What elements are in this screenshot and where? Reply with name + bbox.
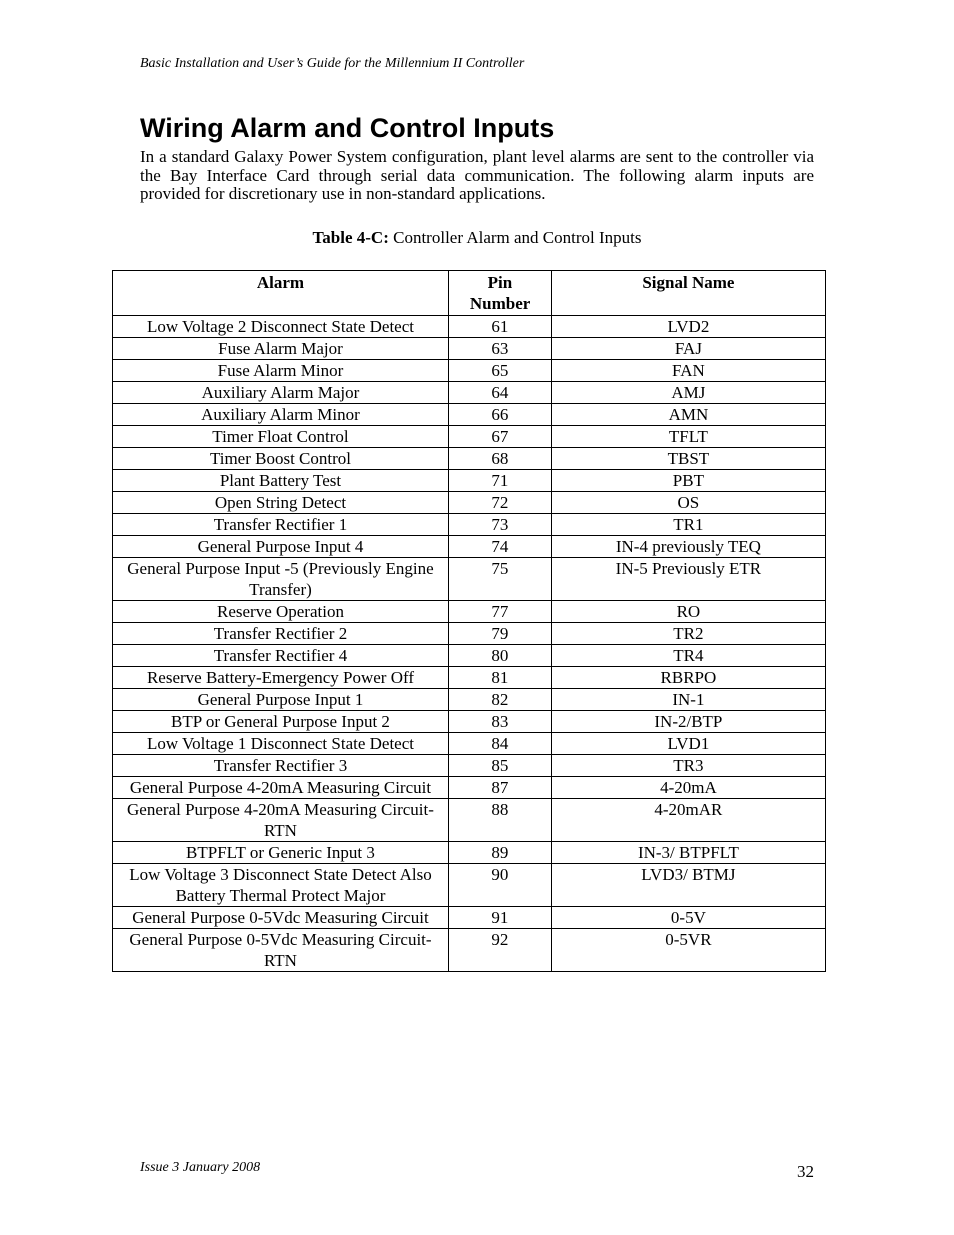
cell-alarm: Low Voltage 2 Disconnect State Detect <box>113 316 449 338</box>
cell-signal-name: TR3 <box>551 755 825 777</box>
table-row <box>113 623 826 645</box>
cell-signal-name: 0-5VR <box>551 929 825 972</box>
table-row <box>113 733 826 755</box>
cell-alarm: BTP or General Purpose Input 2 <box>113 711 449 733</box>
cell-pin-number: 61 <box>448 316 551 338</box>
cell-pin-number: 82 <box>448 689 551 711</box>
column-header-alarm: Alarm <box>113 271 449 316</box>
cell-pin-number: 66 <box>448 404 551 426</box>
cell-alarm: Transfer Rectifier 3 <box>113 755 449 777</box>
alarm-inputs-table <box>112 270 826 972</box>
table-caption-label: Table 4-C: <box>312 228 389 247</box>
cell-pin-number: 77 <box>448 601 551 623</box>
cell-pin-number: 67 <box>448 426 551 448</box>
pin-number-header-text: Pin Number <box>469 273 531 313</box>
cell-alarm: General Purpose Input -5 (Previously Engine Transfer) <box>113 558 449 601</box>
cell-alarm: Plant Battery Test <box>113 470 449 492</box>
cell-alarm: Reserve Battery-Emergency Power Off <box>113 667 449 689</box>
table-row <box>113 492 826 514</box>
cell-pin-number: 90 <box>448 864 551 907</box>
cell-pin-number: 64 <box>448 382 551 404</box>
cell-alarm: Fuse Alarm Major <box>113 338 449 360</box>
cell-alarm: Open String Detect <box>113 492 449 514</box>
cell-pin-number: 91 <box>448 907 551 929</box>
table-row <box>113 929 826 972</box>
cell-alarm: Transfer Rectifier 4 <box>113 645 449 667</box>
cell-signal-name: IN-2/BTP <box>551 711 825 733</box>
cell-alarm: BTPFLT or Generic Input 3 <box>113 842 449 864</box>
table-row <box>113 426 826 448</box>
cell-signal-name: PBT <box>551 470 825 492</box>
table-row <box>113 514 826 536</box>
cell-signal-name: 0-5V <box>551 907 825 929</box>
cell-signal-name: IN-5 Previously ETR <box>551 558 825 601</box>
cell-signal-name: LVD3/ BTMJ <box>551 864 825 907</box>
cell-signal-name: RO <box>551 601 825 623</box>
cell-pin-number: 89 <box>448 842 551 864</box>
table-row <box>113 842 826 864</box>
cell-pin-number: 79 <box>448 623 551 645</box>
cell-signal-name: AMJ <box>551 382 825 404</box>
cell-alarm: Fuse Alarm Minor <box>113 360 449 382</box>
cell-pin-number: 87 <box>448 777 551 799</box>
cell-signal-name: LVD2 <box>551 316 825 338</box>
cell-signal-name: FAJ <box>551 338 825 360</box>
cell-signal-name: LVD1 <box>551 733 825 755</box>
cell-pin-number: 81 <box>448 667 551 689</box>
cell-signal-name: IN-1 <box>551 689 825 711</box>
cell-alarm: Reserve Operation <box>113 601 449 623</box>
page-number: 32 <box>797 1162 814 1181</box>
cell-signal-name: TR4 <box>551 645 825 667</box>
table-caption <box>0 228 954 248</box>
cell-pin-number: 63 <box>448 338 551 360</box>
cell-pin-number: 80 <box>448 645 551 667</box>
table-row <box>113 667 826 689</box>
cell-signal-name: AMN <box>551 404 825 426</box>
cell-alarm: General Purpose Input 4 <box>113 536 449 558</box>
cell-signal-name: TFLT <box>551 426 825 448</box>
cell-alarm: General Purpose 4-20mA Measuring Circuit-RTN <box>113 799 449 842</box>
cell-pin-number: 83 <box>448 711 551 733</box>
table-row <box>113 558 826 601</box>
table-header-row <box>113 271 826 316</box>
cell-signal-name: RBRPO <box>551 667 825 689</box>
cell-signal-name: 4-20mA <box>551 777 825 799</box>
cell-signal-name: OS <box>551 492 825 514</box>
table-row <box>113 711 826 733</box>
table-row <box>113 799 826 842</box>
cell-alarm: Timer Boost Control <box>113 448 449 470</box>
table-row <box>113 470 826 492</box>
cell-signal-name: IN-3/ BTPFLT <box>551 842 825 864</box>
cell-pin-number: 72 <box>448 492 551 514</box>
cell-signal-name: FAN <box>551 360 825 382</box>
table-row <box>113 338 826 360</box>
cell-pin-number: 75 <box>448 558 551 601</box>
cell-alarm: Transfer Rectifier 1 <box>113 514 449 536</box>
table-row <box>113 448 826 470</box>
cell-pin-number: 88 <box>448 799 551 842</box>
table-row <box>113 907 826 929</box>
cell-alarm: Auxiliary Alarm Major <box>113 382 449 404</box>
table-body <box>113 316 826 972</box>
table-row <box>113 382 826 404</box>
running-header: Basic Installation and User’s Guide for the Millennium II Controller <box>140 56 525 71</box>
cell-pin-number: 84 <box>448 733 551 755</box>
intro-paragraph: In a standard Galaxy Power System configuration, plant level alarms are sent to the controller via the Bay Interface Card through serial data communication. The following alarm inputs are provided for discretionary use in non-standard applications. <box>140 147 814 204</box>
column-header-pin-number <box>448 271 551 316</box>
cell-pin-number: 65 <box>448 360 551 382</box>
cell-alarm: Transfer Rectifier 2 <box>113 623 449 645</box>
cell-signal-name: TR2 <box>551 623 825 645</box>
table-row <box>113 360 826 382</box>
cell-signal-name: IN-4 previously TEQ <box>551 536 825 558</box>
cell-alarm: General Purpose 0-5Vdc Measuring Circuit-RTN <box>113 929 449 972</box>
cell-pin-number: 85 <box>448 755 551 777</box>
table-row <box>113 777 826 799</box>
footer-issue: Issue 3 January 2008 <box>140 1160 261 1175</box>
cell-pin-number: 68 <box>448 448 551 470</box>
cell-alarm: General Purpose 0-5Vdc Measuring Circuit <box>113 907 449 929</box>
cell-signal-name: 4-20mAR <box>551 799 825 842</box>
cell-alarm: Low Voltage 1 Disconnect State Detect <box>113 733 449 755</box>
cell-pin-number: 73 <box>448 514 551 536</box>
table-row <box>113 645 826 667</box>
cell-alarm: General Purpose Input 1 <box>113 689 449 711</box>
column-header-signal-name: Signal Name <box>551 271 825 316</box>
cell-alarm: Timer Float Control <box>113 426 449 448</box>
table-row <box>113 864 826 907</box>
cell-signal-name: TBST <box>551 448 825 470</box>
cell-pin-number: 71 <box>448 470 551 492</box>
table-row <box>113 404 826 426</box>
cell-pin-number: 92 <box>448 929 551 972</box>
cell-signal-name: TR1 <box>551 514 825 536</box>
cell-alarm: Auxiliary Alarm Minor <box>113 404 449 426</box>
table-row <box>113 755 826 777</box>
table-row <box>113 536 826 558</box>
section-title: Wiring Alarm and Control Inputs <box>140 113 555 143</box>
table-caption-text: Controller Alarm and Control Inputs <box>388 228 642 247</box>
cell-pin-number: 74 <box>448 536 551 558</box>
table-row <box>113 689 826 711</box>
cell-alarm: General Purpose 4-20mA Measuring Circuit <box>113 777 449 799</box>
table-row <box>113 316 826 338</box>
cell-alarm: Low Voltage 3 Disconnect State Detect Also Battery Thermal Protect Major <box>113 864 449 907</box>
table-row <box>113 601 826 623</box>
